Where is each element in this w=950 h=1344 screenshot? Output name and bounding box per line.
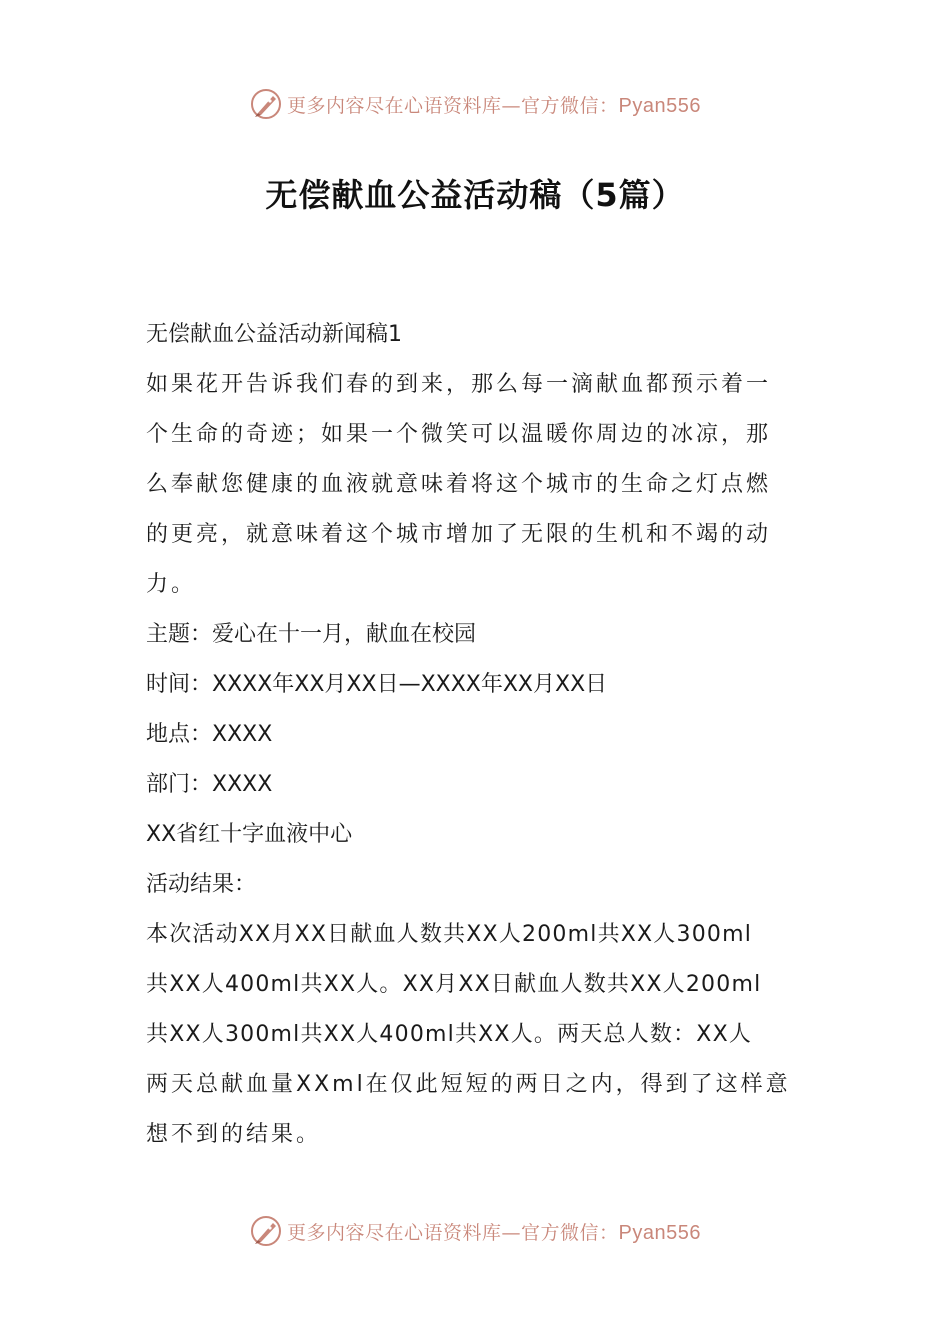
watermark-text: 更多内容尽在心语资料库—官方微信：Pyan556: [287, 1221, 701, 1244]
text-line: 两天总献血量XXml在仅此短短的两日之内，得到了这样意: [146, 1072, 791, 1097]
document-title: 无偿献血公益活动稿（5篇）: [265, 176, 685, 214]
text-line: 个生命的奇迹；如果一个微笑可以温暖你周边的冰凉，那: [146, 422, 772, 447]
department-line: 部门：XXXX: [146, 772, 273, 797]
time-line: 时间：XXXX年XX月XX日—XXXX年XX月XX日: [146, 672, 608, 697]
header-watermark: [0, 84, 950, 124]
text-line: 的更亮，就意味着这个城市增加了无限的生机和不竭的动: [146, 522, 772, 547]
results-label: 活动结果：: [146, 872, 257, 897]
text-line: 共XX人300ml共XX人400ml共XX人。两天总人数：XX人: [146, 1022, 753, 1047]
intro-paragraph: [146, 360, 806, 610]
results-paragraph: [146, 910, 806, 1160]
theme-line: 主题：爱心在十一月，献血在校园: [146, 622, 477, 647]
pen-nib-logo-icon: [249, 87, 283, 121]
text-line: 么奉献您健康的血液就意味着将这个城市的生命之灯点燃: [146, 472, 772, 497]
wechat-id: Pyan556: [618, 1221, 701, 1244]
article-heading: 无偿献血公益活动新闻稿1: [146, 322, 402, 347]
watermark-text: 更多内容尽在心语资料库—官方微信：Pyan556: [287, 94, 701, 117]
pen-nib-logo-icon: [249, 1214, 283, 1248]
article-body: [146, 310, 806, 1160]
text-line: 共XX人400ml共XX人。XX月XX日献血人数共XX人200ml: [146, 972, 762, 997]
text-line: 想不到的结果。: [146, 1122, 322, 1147]
footer-watermark: [0, 1211, 950, 1251]
location-line: 地点：XXXX: [146, 722, 273, 747]
text-line: 力。: [146, 572, 197, 597]
organizer-line: XX省红十字血液中心: [146, 822, 353, 847]
text-line: 本次活动XX月XX日献血人数共XX人200ml共XX人300ml: [146, 922, 753, 947]
text-line: 如果花开告诉我们春的到来，那么每一滴献血都预示着一: [146, 372, 772, 397]
wechat-id: Pyan556: [618, 94, 701, 117]
